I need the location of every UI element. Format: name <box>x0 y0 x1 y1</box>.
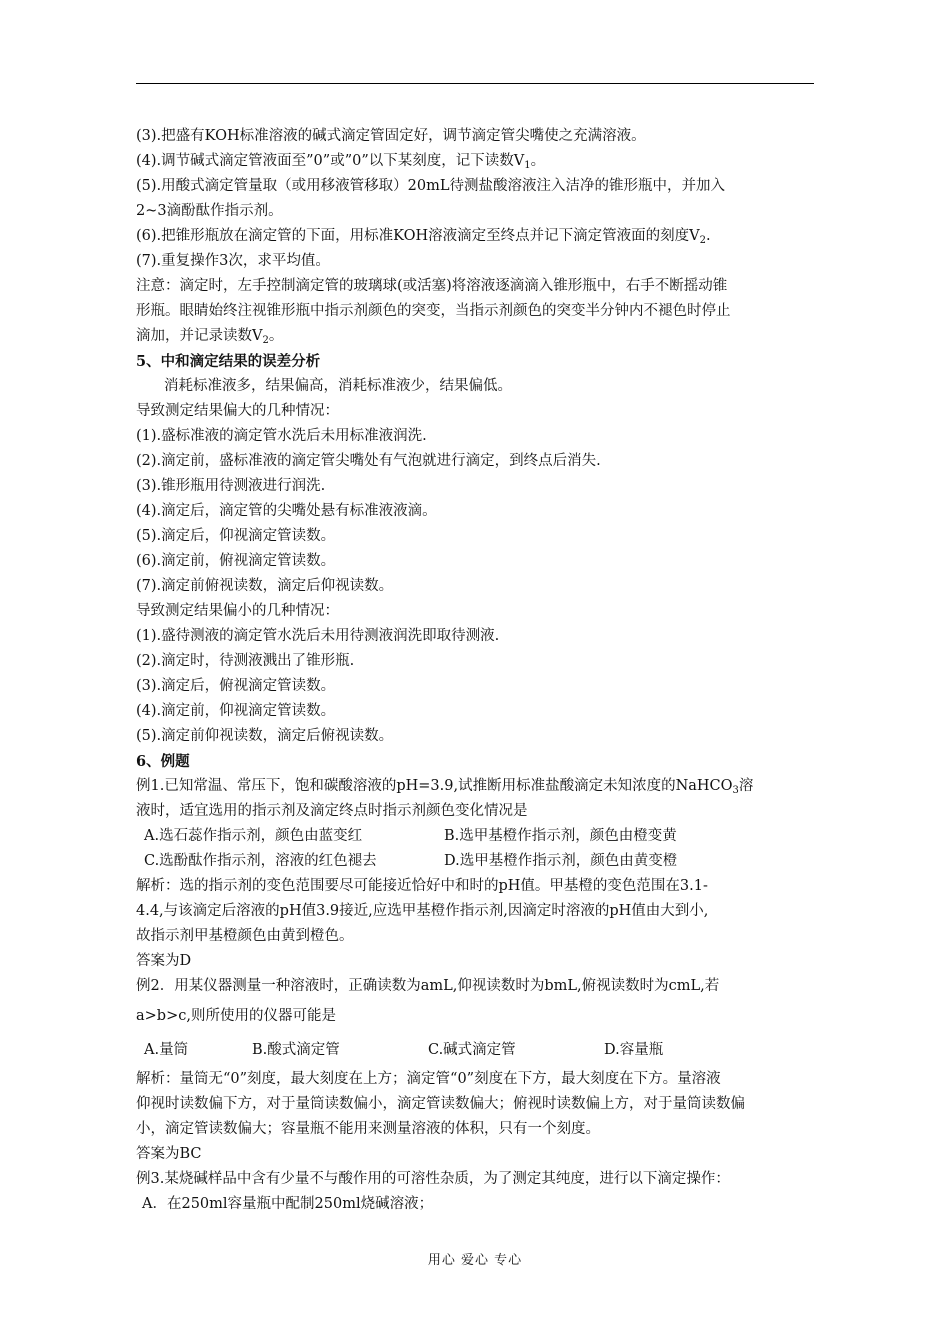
example-2-option-a: A.量筒 <box>144 1042 189 1058</box>
high-cases-heading: 导致测定结果偏大的几种情况： <box>136 403 339 419</box>
example-3-step-a: A．在250ml容量瓶中配制250ml烧碱溶液； <box>142 1196 434 1212</box>
high-case-1: (1).盛标准液的滴定管水洗后未用标准液润洗. <box>136 428 427 444</box>
example-1-tail: 溶 <box>738 778 754 794</box>
note-line-3-text: 滴加，并记录读数V <box>136 328 263 344</box>
high-case-4: (4).滴定后，滴定管的尖嘴处悬有标准液液滴。 <box>136 503 437 519</box>
step-4-text: (4).调节碱式滴定管液面至”0”或”0”以下某刻度，记下读数V <box>136 153 525 169</box>
page-footer: 用心 爱心 专心 <box>427 1253 523 1268</box>
high-case-6: (6).滴定前，俯视滴定管读数。 <box>136 553 336 569</box>
example-1-answer: 答案为D <box>136 953 192 969</box>
example-2-analysis-1: 解析：量筒无“0”刻度，最大刻度在上方；滴定管“0”刻度在下方，最大刻度在下方。量溶液 <box>136 1071 721 1087</box>
subscript-2b: 2 <box>262 335 269 346</box>
example-1-options-row-1 <box>136 824 816 849</box>
high-case-5: (5).滴定后，仰视滴定管读数。 <box>136 528 336 544</box>
example-1-option-c: C.选酚酞作指示剂，溶液的红色褪去 <box>144 853 377 869</box>
high-case-7: (7).滴定前俯视读数，滴定后仰视读数。 <box>136 578 394 594</box>
low-cases-heading: 导致测定结果偏小的几种情况： <box>136 603 339 619</box>
section-6-heading: 6、例题 <box>136 753 190 770</box>
subscript-2: 2 <box>699 235 706 246</box>
high-case-3: (3).锥形瓶用待测液进行润洗. <box>136 478 326 494</box>
example-1-analysis-3: 故指示剂甲基橙颜色由黄到橙色。 <box>136 928 354 944</box>
subscript-3: 3 <box>732 785 739 796</box>
high-case-2: (2).滴定前，盛标准液的滴定管尖嘴处有气泡就进行滴定，到终点后消失. <box>136 453 601 469</box>
example-1-text: 例1.已知常温、常压下，饱和碳酸溶液的pH=3.9,试推断用标准盐酸滴定未知浓度的NaHCO <box>136 778 733 794</box>
low-case-2: (2).滴定时，待测液溅出了锥形瓶. <box>136 653 355 669</box>
section-5-intro: 消耗标准液多，结果偏高，消耗标准液少，结果偏低。 <box>164 378 512 394</box>
example-1-option-a: A.选石蕊作指示剂，颜色由蓝变红 <box>144 828 363 844</box>
document-body <box>136 124 816 1217</box>
note-line-3 <box>136 324 816 349</box>
example-2-line-1: 例2．用某仪器测量一种溶液时，正确读数为amL,仰视读数时为bmL,俯视读数时为cmL,若 <box>136 978 720 994</box>
example-2-option-c: C.碱式滴定管 <box>428 1042 516 1058</box>
low-case-1: (1).盛待测液的滴定管水洗后未用待测液润洗即取待测液. <box>136 628 500 644</box>
example-1-analysis-1: 解析：选的指示剂的变色范围要尽可能接近恰好中和时的pH值。甲基橙的变色范围在3.1- <box>136 878 708 894</box>
example-2-analysis-3: 小，滴定管读数偏大；容量瓶不能用来测量溶液的体积，只有一个刻度。 <box>136 1121 600 1137</box>
low-case-5: (5).滴定前仰视读数，滴定后俯视读数。 <box>136 728 394 744</box>
step-6 <box>136 224 816 249</box>
note-line-3-tail: 。 <box>268 328 284 344</box>
step-6-text: (6).把锥形瓶放在滴定管的下面，用标准KOH溶液滴定至终点并记下滴定管液面的刻度V <box>136 228 700 244</box>
header-rule <box>136 83 814 84</box>
step-4 <box>136 149 816 174</box>
example-1-option-d: D.选甲基橙作指示剂，颜色由黄变橙 <box>444 853 678 869</box>
low-case-4: (4).滴定前，仰视滴定管读数。 <box>136 703 336 719</box>
low-case-3: (3).滴定后，俯视滴定管读数。 <box>136 678 336 694</box>
note-line-2: 形瓶。眼睛始终注视锥形瓶中指示剂颜色的突变，当指示剂颜色的突变半分钟内不褪色时停止 <box>136 303 731 319</box>
step-4-tail: 。 <box>530 153 546 169</box>
example-2-answer: 答案为BC <box>136 1146 202 1162</box>
example-2-option-b: B.酸式滴定管 <box>252 1042 340 1058</box>
step-5-line-1: (5).用酸式滴定管量取（或用移液管移取）20mL待测盐酸溶液注入洁净的锥形瓶中，并加入 <box>136 178 725 194</box>
subscript-1: 1 <box>524 160 531 171</box>
example-1-line-1 <box>136 774 816 799</box>
example-2-options <box>136 1033 816 1067</box>
note-line-1: 注意：滴定时，左手控制滴定管的玻璃球(或活塞)将溶液逐滴滴入锥形瓶中，右手不断摇动锥 <box>136 278 728 294</box>
example-3-line-1: 例3.某烧碱样品中含有少量不与酸作用的可溶性杂质，为了测定其纯度，进行以下滴定操作： <box>136 1171 730 1187</box>
example-2-option-d: D.容量瓶 <box>604 1042 664 1058</box>
section-5-heading: 5、中和滴定结果的误差分析 <box>136 353 321 370</box>
step-5-line-2: 2~3滴酚酞作指示剂。 <box>136 203 283 219</box>
example-1-analysis-2: 4.4,与该滴定后溶液的pH值3.9接近,应选甲基橙作指示剂,因滴定时溶液的pH值由大到小, <box>136 903 709 919</box>
example-1-option-b: B.选甲基橙作指示剂，颜色由橙变黄 <box>444 828 677 844</box>
example-2-line-2: a>b>c,则所使用的仪器可能是 <box>136 1008 336 1024</box>
example-1-options-row-2 <box>136 849 816 874</box>
example-1-line-2: 液时，适宜选用的指示剂及滴定终点时指示剂颜色变化情况是 <box>136 803 528 819</box>
step-6-tail: . <box>705 228 711 244</box>
step-7: (7).重复操作3次，求平均值。 <box>136 253 330 269</box>
example-2-analysis-2: 仰视时读数偏下方，对于量筒读数偏小，滴定管读数偏大；俯视时读数偏上方，对于量筒读数偏 <box>136 1096 745 1112</box>
step-3: (3).把盛有KOH标准溶液的碱式滴定管固定好，调节滴定管尖嘴使之充满溶液。 <box>136 128 646 144</box>
